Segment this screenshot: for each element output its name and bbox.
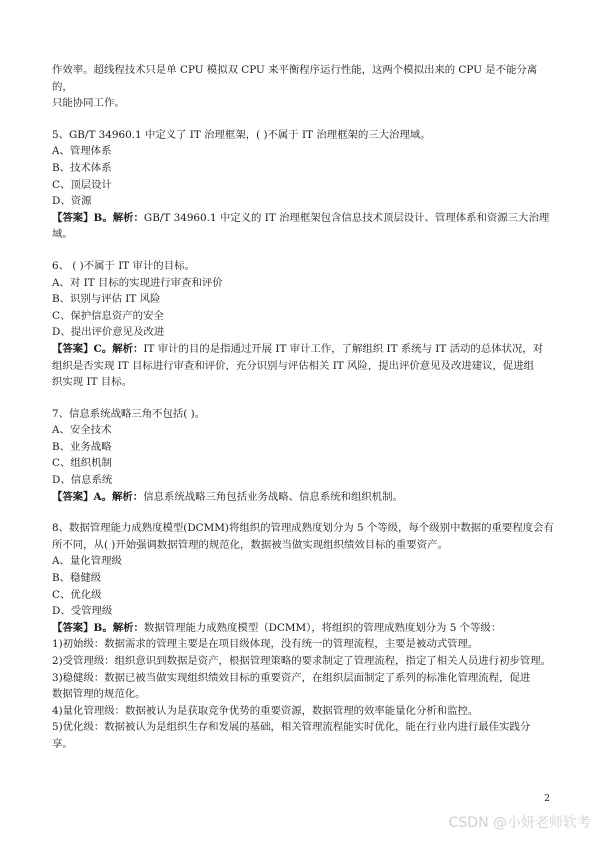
option-d: D、信息系统 — [52, 474, 113, 487]
question-stem: 8、数据管理能力成熟度模型(DCMM)将组织的管理成熟度划分为 5 个等级，每个级别中数据的重要程度会有 — [52, 522, 554, 535]
level-item: 数据管理的规范化。 — [52, 688, 146, 701]
option-a: A、管理体系 — [52, 145, 112, 158]
option-a: A、对 IT 目标的实现进行审查和评价 — [52, 276, 223, 289]
option-b: B、识别与评估 IT 风险 — [52, 293, 161, 306]
question-7 — [52, 406, 557, 506]
question-stem: 5、GB/T 34960.1 中定义了 IT 治理框架，( )不属于 IT 治理框架的三大治理域。 — [52, 128, 431, 141]
answer-text: 域。 — [52, 228, 73, 241]
option-c: C、优化级 — [52, 588, 102, 601]
question-stem: 所不同，从( )开始强调数据管理的规范化，数据被当做实现组织绩效目标的重要资产。 — [52, 538, 448, 551]
question-5 — [52, 127, 557, 243]
option-b: B、业务战略 — [52, 440, 112, 453]
question-8 — [52, 520, 557, 752]
answer-explanation — [52, 210, 557, 227]
answer-explanation — [52, 341, 557, 358]
answer-tag: 【答案】C。解析： — [52, 342, 144, 355]
level-item: 享。 — [52, 737, 73, 750]
answer-explanation — [52, 620, 557, 637]
answer-text: GB/T 34960.1 中定义的 IT 治理框架包含信息技术顶层设计、管理体系和资源三大治理 — [143, 211, 550, 224]
intro-line: 作效率。超线程技术只是单 CPU 模拟双 CPU 来平衡程序运行性能，这两个模拟出来的 CPU 是不能分离的， — [52, 64, 538, 93]
option-b: B、技术体系 — [52, 161, 112, 174]
answer-tag: 【答案】B。解析： — [52, 211, 144, 224]
answer-text: 信息系统战略三角包括业务战略、信息系统和组织机制。 — [143, 490, 403, 503]
answer-explanation — [52, 489, 557, 506]
option-c: C、保护信息资产的安全 — [52, 309, 164, 322]
answer-tag: 【答案】A。解析： — [52, 490, 144, 503]
document-page — [52, 62, 557, 753]
watermark: CSDN @小妍老师软考 — [448, 815, 591, 831]
option-a: A、安全技术 — [52, 424, 112, 437]
intro-line: 只能协同工作。 — [52, 97, 125, 110]
question-6 — [52, 258, 557, 391]
page-number: 2 — [544, 794, 550, 804]
level-item: 1)初始级：数据需求的管理主要是在项目级体现，没有统一的管理流程，主要是被动式管理。 — [52, 638, 479, 651]
option-c: C、组织机制 — [52, 457, 112, 470]
option-d: D、受管理级 — [52, 605, 113, 618]
answer-text: 织实现 IT 目标。 — [52, 376, 132, 389]
question-stem: 7、信息系统战略三角不包括( )。 — [52, 407, 206, 420]
level-item: 2)受管理级：组织意识到数据是资产，根据管理策略的要求制定了管理流程，指定了相关人员进行初步管理。 — [52, 655, 552, 667]
answer-tag: 【答案】B。解析： — [52, 621, 144, 634]
answer-text: 数据管理能力成熟度模型（DCMM），将组织的管理成熟度划分为 5 个等级： — [143, 621, 502, 634]
option-d: D、资源 — [52, 195, 92, 208]
answer-text: 组织是否实现 IT 目标进行审查和评价，充分识别与评估相关 IT 风险，提出评价意见及改进建议，促进组 — [52, 359, 535, 372]
option-b: B、稳健级 — [52, 572, 102, 585]
level-item: 4)量化管理级：数据被认为是获取竞争优势的重要资源，数据管理的效率能量化分析和监控。 — [52, 704, 479, 717]
option-d: D、提出评价意见及改进 — [52, 326, 165, 339]
question-stem: 6、 ( )不属于 IT 审计的目标。 — [52, 259, 195, 272]
option-a: A、量化管理级 — [52, 555, 122, 568]
option-c: C、顶层设计 — [52, 178, 112, 191]
level-item: 3)稳健级：数据已被当做实现组织绩效目标的重要资产，在组织层面制定了系列的标准化管理流程，促进 — [52, 671, 531, 684]
answer-text: IT 审计的目的是指通过开展 IT 审计工作，了解组织 IT 系统与 IT 活动的总体状况，对 — [143, 342, 544, 355]
level-item: 5)优化级：数据被认为是组织生存和发展的基础，相关管理流程能实时优化，能在行业内进行最佳实践分 — [52, 721, 531, 734]
